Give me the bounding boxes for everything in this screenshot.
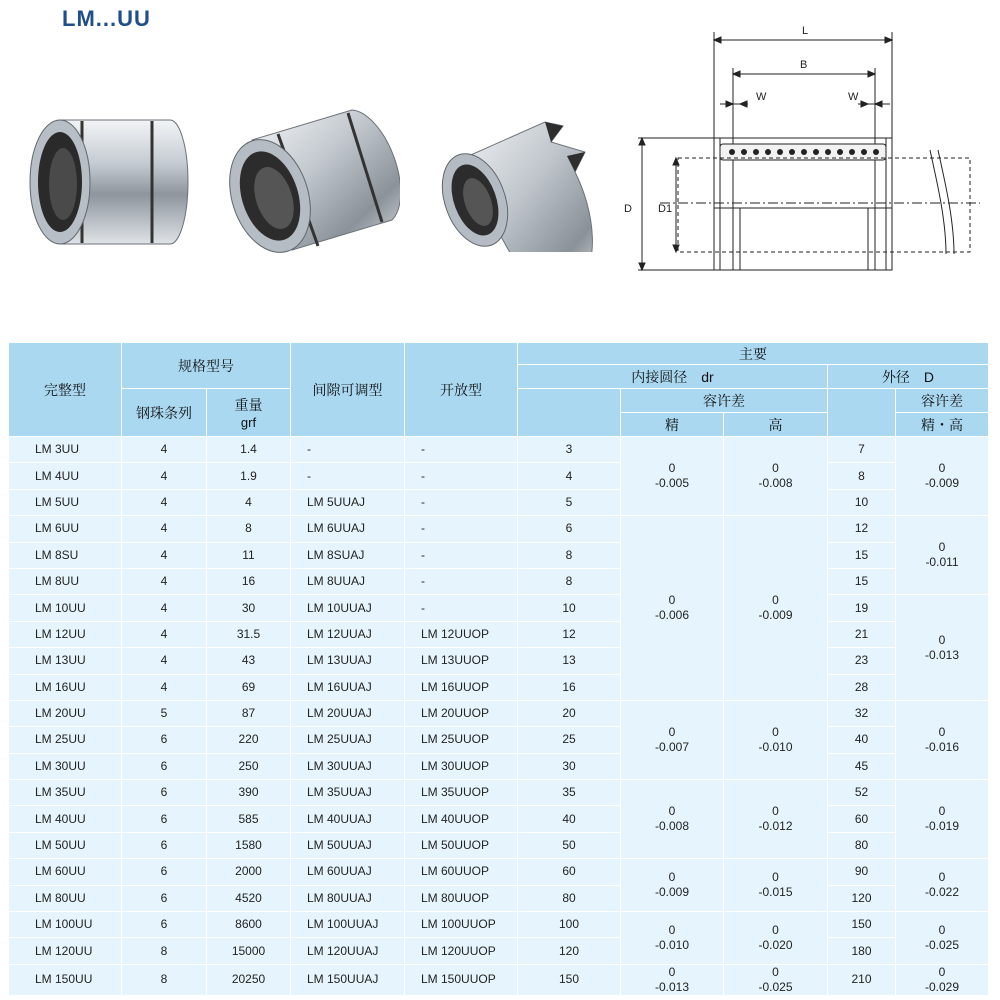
model-cell: LM 20UU <box>9 700 122 726</box>
tolerance-upper: 0 <box>668 461 676 476</box>
inner-diameter-cell: 8 <box>518 568 621 594</box>
header-dr-value-blank <box>518 389 621 437</box>
header-precision-high: 精・高 <box>896 413 989 437</box>
tolerance-lower: -0.010 <box>758 739 793 754</box>
tolerance-lower: -0.016 <box>924 739 960 754</box>
D-tolerance-cell <box>896 700 989 779</box>
model-cell: LM 12UU <box>9 621 122 647</box>
table-row <box>9 648 989 674</box>
header-tolerance-outer: 容许差 <box>896 389 989 413</box>
D-tolerance-cell <box>896 964 989 995</box>
tolerance-lower: -0.009 <box>654 885 690 900</box>
weight-cell: 11 <box>207 542 291 568</box>
weight-cell: 4520 <box>207 885 291 911</box>
weight-cell: 250 <box>207 753 291 779</box>
tolerance-lower: -0.008 <box>654 819 690 834</box>
D-tolerance-cell <box>896 859 989 912</box>
dim-L-label: L <box>802 25 809 37</box>
outer-diameter-cell: 28 <box>828 674 896 700</box>
model-cell: LM 25UU <box>9 727 122 753</box>
model-cell: LM 35UU <box>9 780 122 806</box>
table-row <box>9 964 989 995</box>
adjustable-model-cell: LM 5UUAJ <box>291 489 405 515</box>
open-model-cell: - <box>405 489 518 515</box>
tolerance-upper: 0 <box>938 632 946 647</box>
ball-rows-cell: 4 <box>122 595 207 621</box>
dr-tolerance-high-cell <box>724 859 828 912</box>
table-row <box>9 780 989 806</box>
header-outer-diameter: 外径 D <box>828 365 989 389</box>
weight-cell: 390 <box>207 780 291 806</box>
ball-rows-cell: 6 <box>122 859 207 885</box>
tolerance-lower: -0.008 <box>758 476 793 491</box>
ball-rows-cell: 6 <box>122 912 207 938</box>
ball-rows-cell: 4 <box>122 542 207 568</box>
model-cell: LM 100UU <box>9 912 122 938</box>
D-tolerance-cell <box>896 912 989 965</box>
D-tolerance-cell <box>896 595 989 701</box>
table-row <box>9 489 989 515</box>
adjustable-model-cell: LM 8UUAJ <box>291 568 405 594</box>
ball-rows-cell: 6 <box>122 753 207 779</box>
outer-diameter-cell: 19 <box>828 595 896 621</box>
table-row <box>9 832 989 858</box>
open-model-cell: LM 100UUOP <box>405 912 518 938</box>
adjustable-model-cell: LM 13UUAJ <box>291 648 405 674</box>
ball-rows-cell: 4 <box>122 437 207 463</box>
inner-diameter-cell: 3 <box>518 437 621 463</box>
ball-rows-cell: 6 <box>122 885 207 911</box>
outer-diameter-cell: 80 <box>828 832 896 858</box>
tolerance-upper: 0 <box>668 870 676 885</box>
ball-rows-cell: 6 <box>122 806 207 832</box>
adjustable-model-cell: LM 35UUAJ <box>291 780 405 806</box>
dr-tolerance-high-cell <box>724 780 828 859</box>
adjustable-model-cell: - <box>291 463 405 489</box>
inner-diameter-cell: 150 <box>518 964 621 995</box>
open-model-cell: - <box>405 542 518 568</box>
table-row <box>9 621 989 647</box>
D-tolerance-cell <box>896 437 989 516</box>
tolerance-lower: -0.007 <box>654 739 690 754</box>
adjustable-model-cell: LM 30UUAJ <box>291 753 405 779</box>
weight-cell: 1.9 <box>207 463 291 489</box>
weight-cell: 30 <box>207 595 291 621</box>
inner-diameter-cell: 40 <box>518 806 621 832</box>
model-cell: LM 5UU <box>9 489 122 515</box>
dr-tolerance-high-cell <box>724 700 828 779</box>
table-row <box>9 938 989 964</box>
outer-diameter-cell: 15 <box>828 542 896 568</box>
table-row <box>9 806 989 832</box>
adjustable-model-cell: LM 10UUAJ <box>291 595 405 621</box>
outer-diameter-cell: 210 <box>828 964 896 995</box>
weight-cell: 31.5 <box>207 621 291 647</box>
tolerance-lower: -0.011 <box>925 555 959 570</box>
tolerance-upper: 0 <box>772 461 779 476</box>
outer-diameter-cell: 8 <box>828 463 896 489</box>
open-model-cell: LM 16UUOP <box>405 674 518 700</box>
tolerance-lower: -0.013 <box>924 647 960 662</box>
ball-rows-cell: 6 <box>122 780 207 806</box>
model-cell: LM 80UU <box>9 885 122 911</box>
D-tolerance-cell <box>896 516 989 595</box>
tolerance-upper: 0 <box>668 922 676 937</box>
table-row <box>9 727 989 753</box>
tolerance-upper: 0 <box>772 870 779 885</box>
tolerance-upper: 0 <box>938 461 946 476</box>
model-cell: LM 13UU <box>9 648 122 674</box>
dr-tolerance-high-cell <box>724 964 828 995</box>
adjustable-model-cell: LM 25UUAJ <box>291 727 405 753</box>
inner-diameter-cell: 5 <box>518 489 621 515</box>
adjustable-model-cell: LM 40UUAJ <box>291 806 405 832</box>
table-row <box>9 542 989 568</box>
inner-diameter-cell: 100 <box>518 912 621 938</box>
outer-diameter-cell: 32 <box>828 700 896 726</box>
weight-cell: 43 <box>207 648 291 674</box>
weight-cell: 16 <box>207 568 291 594</box>
dr-tolerance-precision-cell <box>621 912 724 965</box>
spec-table-body <box>9 437 989 996</box>
outer-diameter-cell: 7 <box>828 437 896 463</box>
open-model-cell: LM 20UUOP <box>405 700 518 726</box>
adjustable-model-cell: LM 6UUAJ <box>291 516 405 542</box>
open-model-cell: LM 50UUOP <box>405 832 518 858</box>
tolerance-lower: -0.025 <box>924 937 960 952</box>
tolerance-upper: 0 <box>938 870 946 885</box>
dim-W-right-label: W <box>848 91 859 103</box>
open-model-cell: - <box>405 437 518 463</box>
tolerance-lower: -0.006 <box>654 608 690 623</box>
outer-diameter-cell: 45 <box>828 753 896 779</box>
bearing-closed-photo-angled <box>222 100 400 258</box>
D-tolerance-cell <box>896 780 989 859</box>
tolerance-upper: 0 <box>668 593 676 608</box>
dr-tolerance-precision-cell <box>621 780 724 859</box>
ball-rows-cell: 8 <box>122 938 207 964</box>
dim-W-left-label: W <box>756 91 767 103</box>
header-spec-model: 规格型号 <box>122 343 291 389</box>
tolerance-upper: 0 <box>938 922 946 937</box>
weight-cell: 69 <box>207 674 291 700</box>
dr-tolerance-precision-cell <box>621 964 724 995</box>
model-cell: LM 8UU <box>9 568 122 594</box>
ball-rows-cell: 4 <box>122 463 207 489</box>
ball-rows-cell: 4 <box>122 674 207 700</box>
tolerance-upper: 0 <box>772 964 779 979</box>
tolerance-upper: 0 <box>668 964 676 979</box>
open-model-cell: LM 120UUOP <box>405 938 518 964</box>
tolerance-lower: -0.029 <box>924 979 960 994</box>
tolerance-upper: 0 <box>938 964 946 979</box>
dr-tolerance-high-cell <box>724 912 828 965</box>
outer-diameter-cell: 15 <box>828 568 896 594</box>
weight-cell: 15000 <box>207 938 291 964</box>
tolerance-upper: 0 <box>668 804 676 819</box>
table-row <box>9 568 989 594</box>
tolerance-lower: -0.009 <box>758 608 793 623</box>
model-cell: LM 120UU <box>9 938 122 964</box>
tolerance-lower: -0.022 <box>924 885 960 900</box>
model-cell: LM 40UU <box>9 806 122 832</box>
open-model-cell: LM 12UUOP <box>405 621 518 647</box>
header-open-type: 开放型 <box>405 343 518 437</box>
weight-cell: 20250 <box>207 964 291 995</box>
tolerance-lower: -0.009 <box>924 476 960 491</box>
ball-rows-cell: 6 <box>122 832 207 858</box>
weight-cell: 8 <box>207 516 291 542</box>
header-weight-label: 重量 <box>234 397 263 413</box>
table-row <box>9 437 989 463</box>
ball-rows-cell: 4 <box>122 621 207 647</box>
open-model-cell: LM 13UUOP <box>405 648 518 674</box>
inner-diameter-cell: 6 <box>518 516 621 542</box>
inner-diameter-cell: 12 <box>518 621 621 647</box>
inner-diameter-cell: 8 <box>518 542 621 568</box>
table-row <box>9 674 989 700</box>
open-model-cell: - <box>405 516 518 542</box>
spec-table <box>8 342 989 996</box>
header-main: 主要 <box>518 343 989 365</box>
adjustable-model-cell: LM 50UUAJ <box>291 832 405 858</box>
bearing-open-type-photo <box>435 112 595 252</box>
tolerance-lower: -0.015 <box>758 885 793 900</box>
weight-cell: 8600 <box>207 912 291 938</box>
tolerance-lower: -0.010 <box>654 937 690 952</box>
table-row <box>9 912 989 938</box>
outer-diameter-cell: 180 <box>828 938 896 964</box>
weight-cell: 220 <box>207 727 291 753</box>
open-model-cell: LM 150UUOP <box>405 964 518 995</box>
inner-diameter-cell: 35 <box>518 780 621 806</box>
model-cell: LM 10UU <box>9 595 122 621</box>
ball-rows-cell: 4 <box>122 648 207 674</box>
adjustable-model-cell: LM 150UUAJ <box>291 964 405 995</box>
model-cell: LM 6UU <box>9 516 122 542</box>
weight-cell: 1.4 <box>207 437 291 463</box>
table-row <box>9 595 989 621</box>
dim-D1-label: D1 <box>658 203 673 215</box>
dr-tolerance-precision-cell <box>621 700 724 779</box>
open-model-cell: LM 35UUOP <box>405 780 518 806</box>
outer-diameter-cell: 12 <box>828 516 896 542</box>
model-cell: LM 3UU <box>9 437 122 463</box>
dr-tolerance-precision-cell <box>621 516 724 701</box>
model-cell: LM 50UU <box>9 832 122 858</box>
dr-tolerance-precision-cell <box>621 437 724 516</box>
inner-diameter-cell: 30 <box>518 753 621 779</box>
table-row <box>9 753 989 779</box>
open-model-cell: LM 25UUOP <box>405 727 518 753</box>
model-cell: LM 8SU <box>9 542 122 568</box>
adjustable-model-cell: LM 16UUAJ <box>291 674 405 700</box>
ball-rows-cell: 6 <box>122 727 207 753</box>
adjustable-model-cell: LM 8SUAJ <box>291 542 405 568</box>
table-row <box>9 885 989 911</box>
weight-cell: 1580 <box>207 832 291 858</box>
adjustable-model-cell: LM 20UUAJ <box>291 700 405 726</box>
inner-diameter-cell: 4 <box>518 463 621 489</box>
outer-diameter-cell: 10 <box>828 489 896 515</box>
header-weight <box>207 389 291 437</box>
model-cell: LM 60UU <box>9 859 122 885</box>
tolerance-upper: 0 <box>772 804 779 819</box>
outer-diameter-cell: 90 <box>828 859 896 885</box>
tolerance-lower: -0.020 <box>758 937 793 952</box>
table-row <box>9 463 989 489</box>
inner-diameter-cell: 25 <box>518 727 621 753</box>
header-inner-diameter: 内接圆径 dr <box>518 365 828 389</box>
dr-tolerance-high-cell <box>724 437 828 516</box>
weight-cell: 87 <box>207 700 291 726</box>
ball-rows-cell: 4 <box>122 568 207 594</box>
tolerance-upper: 0 <box>938 804 946 819</box>
outer-diameter-cell: 120 <box>828 885 896 911</box>
header-clearance-adjustable: 间隙可调型 <box>291 343 405 437</box>
tolerance-upper: 0 <box>772 593 779 608</box>
model-cell: LM 16UU <box>9 674 122 700</box>
outer-diameter-cell: 23 <box>828 648 896 674</box>
tolerance-lower: -0.005 <box>654 476 690 491</box>
table-row <box>9 516 989 542</box>
page-title: LM...UU <box>62 6 151 31</box>
outer-diameter-cell: 40 <box>828 727 896 753</box>
tolerance-upper: 0 <box>938 540 946 555</box>
inner-diameter-cell: 20 <box>518 700 621 726</box>
tolerance-lower: -0.013 <box>654 979 690 994</box>
open-model-cell: LM 40UUOP <box>405 806 518 832</box>
adjustable-model-cell: LM 60UUAJ <box>291 859 405 885</box>
tolerance-lower: -0.019 <box>924 819 960 834</box>
outer-diameter-cell: 21 <box>828 621 896 647</box>
dr-tolerance-high-cell <box>724 516 828 701</box>
dr-tolerance-precision-cell <box>621 859 724 912</box>
table-row <box>9 700 989 726</box>
tolerance-upper: 0 <box>668 724 676 739</box>
header-precision: 精 <box>621 413 724 437</box>
inner-diameter-cell: 50 <box>518 832 621 858</box>
bearing-closed-photo-left <box>20 108 190 256</box>
header-complete-type: 完整型 <box>9 343 122 437</box>
weight-cell: 2000 <box>207 859 291 885</box>
tolerance-upper: 0 <box>938 724 946 739</box>
open-model-cell: LM 30UUOP <box>405 753 518 779</box>
model-cell: LM 30UU <box>9 753 122 779</box>
outer-diameter-cell: 60 <box>828 806 896 832</box>
model-cell: LM 150UU <box>9 964 122 995</box>
header-high: 高 <box>724 413 828 437</box>
dim-B-label: B <box>800 59 808 71</box>
adjustable-model-cell: LM 12UUAJ <box>291 621 405 647</box>
header-weight-unit: grf <box>240 415 257 430</box>
adjustable-model-cell: LM 100UUAJ <box>291 912 405 938</box>
inner-diameter-cell: 13 <box>518 648 621 674</box>
tolerance-upper: 0 <box>772 922 779 937</box>
ball-rows-cell: 4 <box>122 516 207 542</box>
adjustable-model-cell: LM 80UUAJ <box>291 885 405 911</box>
header-tolerance: 容许差 <box>621 389 828 413</box>
inner-diameter-cell: 16 <box>518 674 621 700</box>
header-D-value-blank <box>828 389 896 437</box>
adjustable-model-cell: LM 120UUAJ <box>291 938 405 964</box>
outer-diameter-cell: 150 <box>828 912 896 938</box>
open-model-cell: - <box>405 463 518 489</box>
ball-rows-cell: 8 <box>122 964 207 995</box>
adjustable-model-cell: - <box>291 437 405 463</box>
inner-diameter-cell: 120 <box>518 938 621 964</box>
outer-diameter-cell: 52 <box>828 780 896 806</box>
inner-diameter-cell: 10 <box>518 595 621 621</box>
tolerance-upper: 0 <box>772 724 779 739</box>
ball-rows-cell: 4 <box>122 489 207 515</box>
table-row <box>9 859 989 885</box>
dimension-drawing <box>620 18 992 288</box>
dim-D-label: D <box>624 203 632 215</box>
header-ball-rows: 钢珠条列 <box>122 389 207 437</box>
model-cell: LM 4UU <box>9 463 122 489</box>
open-model-cell: LM 80UUOP <box>405 885 518 911</box>
inner-diameter-cell: 60 <box>518 859 621 885</box>
weight-cell: 585 <box>207 806 291 832</box>
tolerance-lower: -0.012 <box>758 819 793 834</box>
inner-diameter-cell: 80 <box>518 885 621 911</box>
weight-cell: 4 <box>207 489 291 515</box>
ball-rows-cell: 5 <box>122 700 207 726</box>
open-model-cell: LM 60UUOP <box>405 859 518 885</box>
open-model-cell: - <box>405 595 518 621</box>
tolerance-lower: -0.025 <box>758 979 793 994</box>
open-model-cell: - <box>405 568 518 594</box>
